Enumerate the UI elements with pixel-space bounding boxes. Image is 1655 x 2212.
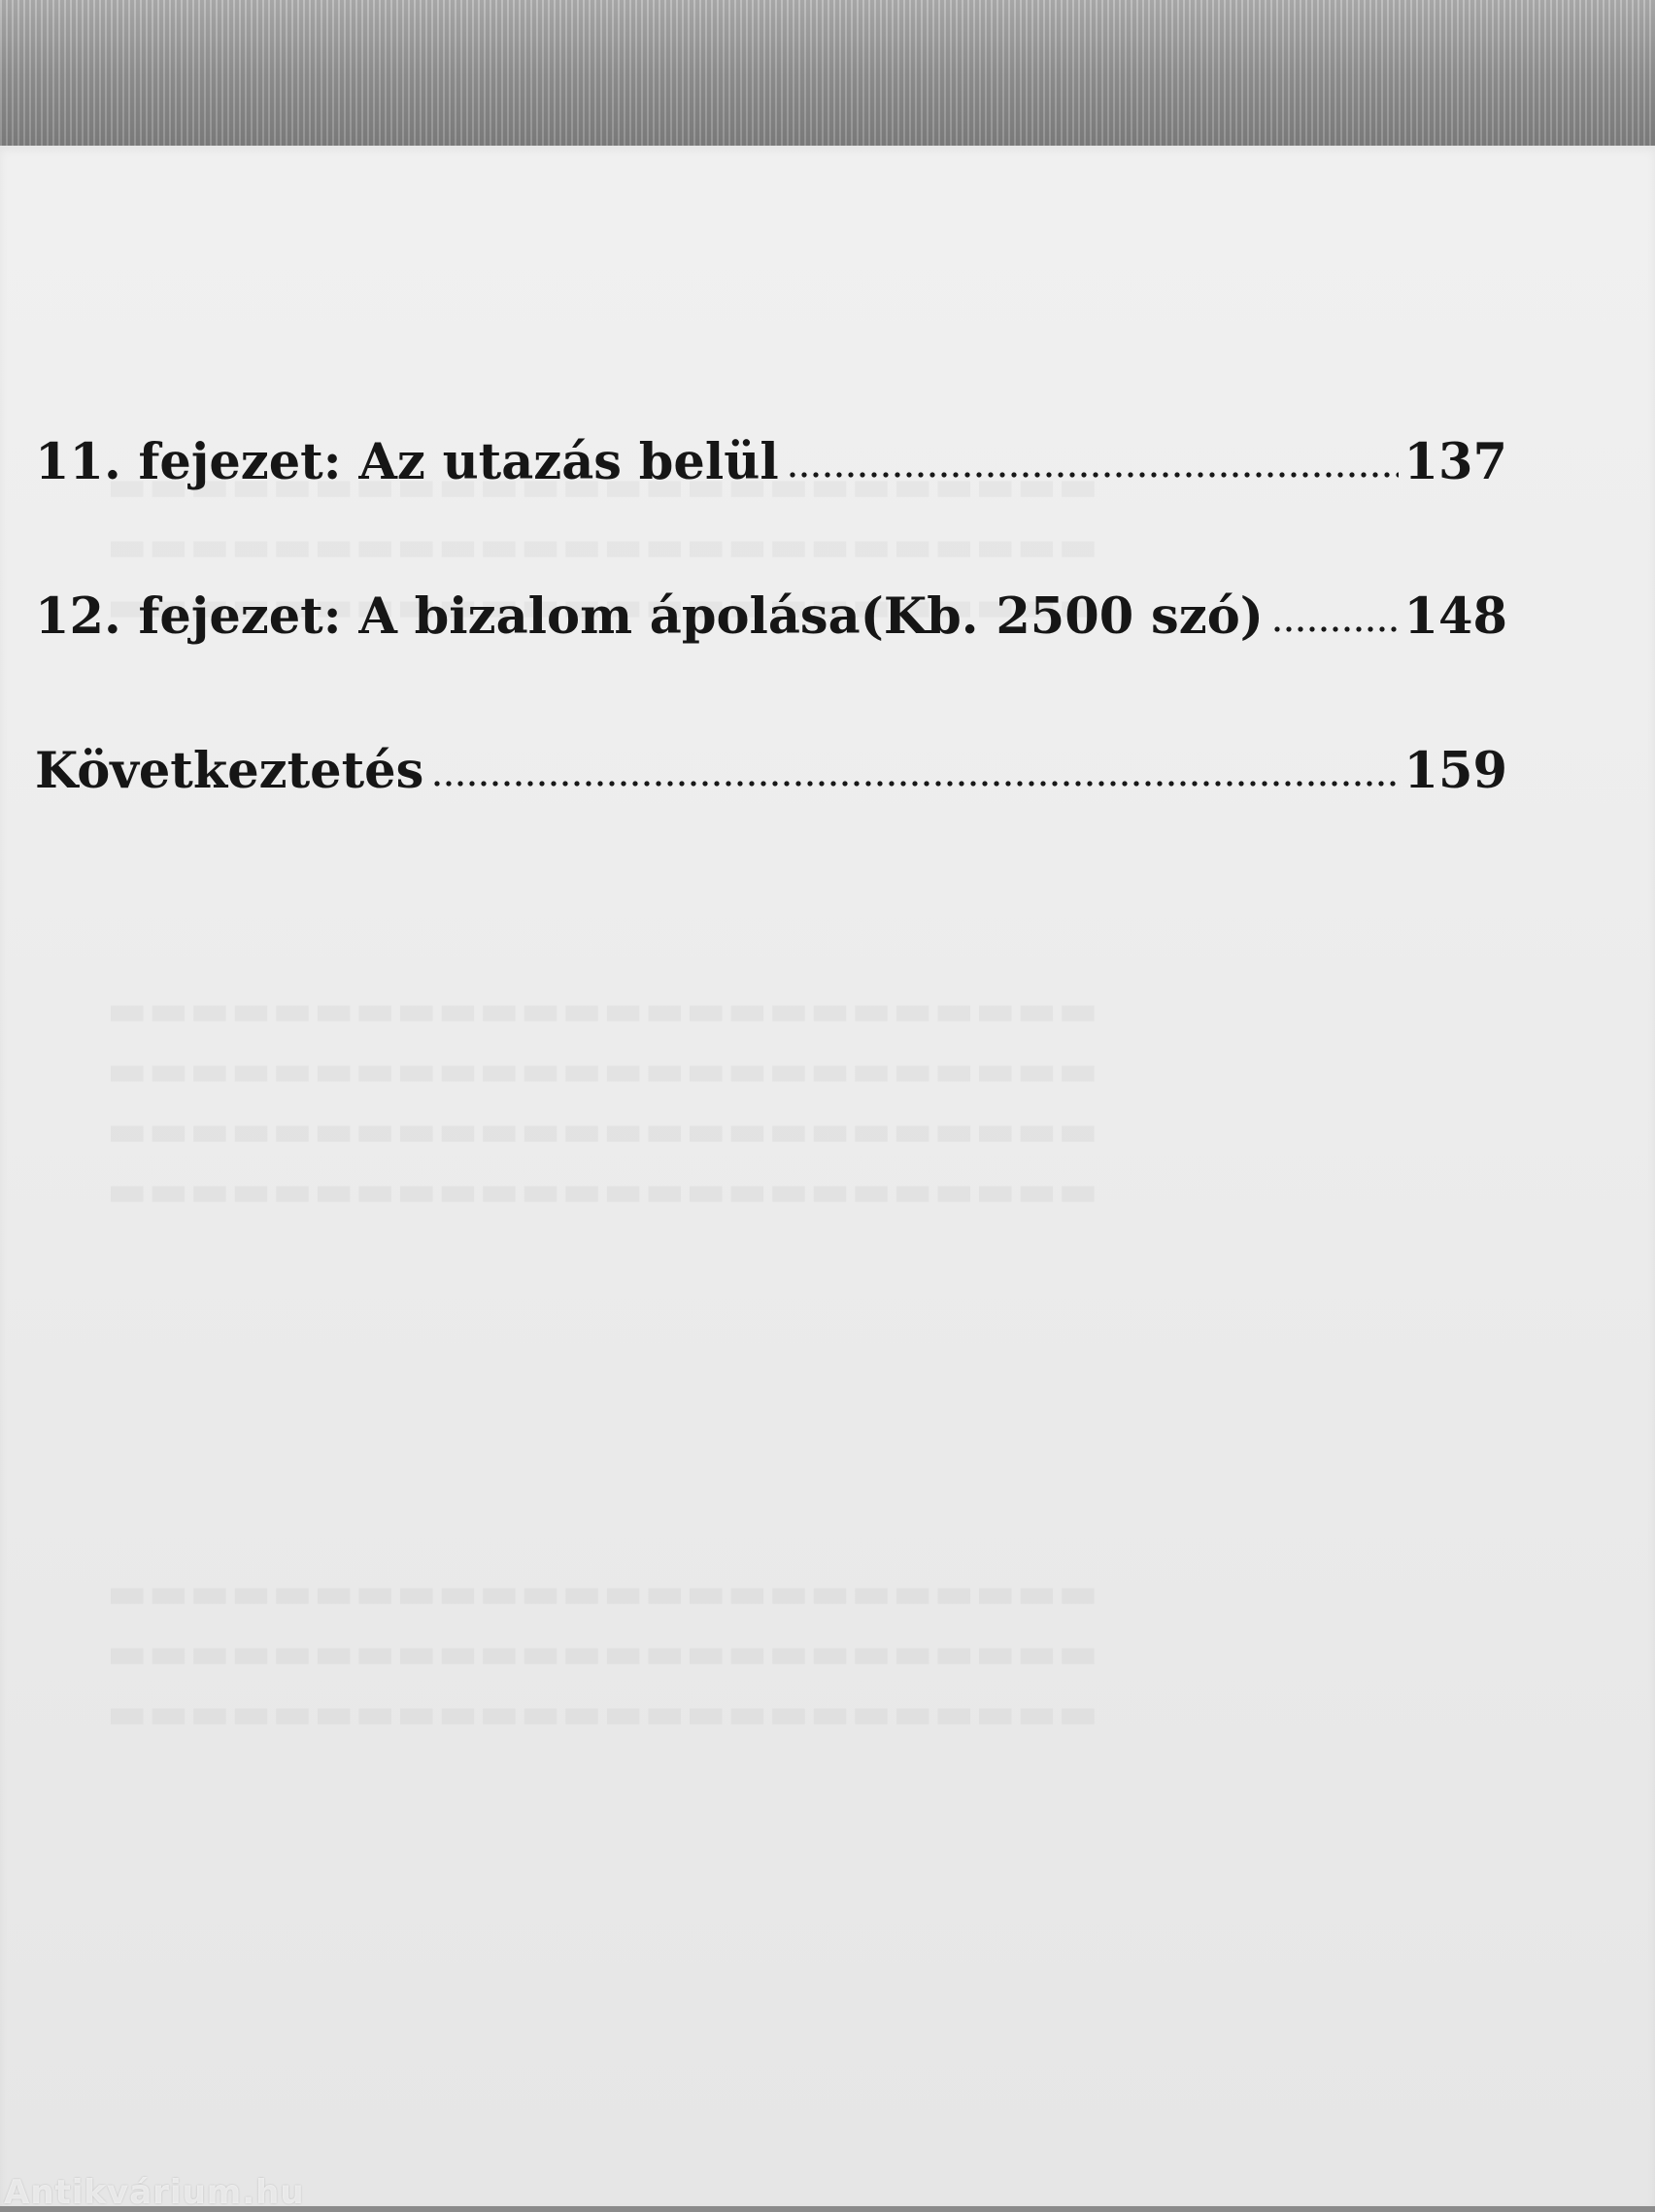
toc-entry-page-number: 159 (1403, 742, 1507, 800)
toc-leader-dots (431, 780, 1398, 788)
toc-entry-title: Következtetés (35, 742, 424, 800)
toc-entry-title: 11. fejezet: Az utazás belül (35, 433, 779, 491)
toc-entry-12 (35, 587, 1507, 647)
table-of-contents (35, 432, 1507, 801)
toc-entry-page-number: 148 (1403, 587, 1507, 646)
toc-leader-dots (787, 471, 1399, 479)
ghost-text-decoration (107, 981, 1538, 1222)
toc-entry-11 (35, 432, 1507, 492)
toc-entry-page-number: 137 (1403, 433, 1507, 491)
toc-entry-conclusion (35, 741, 1507, 801)
watermark-text: Antikvárium.hu (4, 2173, 305, 2212)
toc-entry-title: 12. fejezet: A bizalom ápolása(Kb. 2500 szó) (35, 587, 1264, 646)
ghost-text-decoration (107, 1563, 1538, 1744)
toc-leader-dots (1271, 625, 1399, 633)
